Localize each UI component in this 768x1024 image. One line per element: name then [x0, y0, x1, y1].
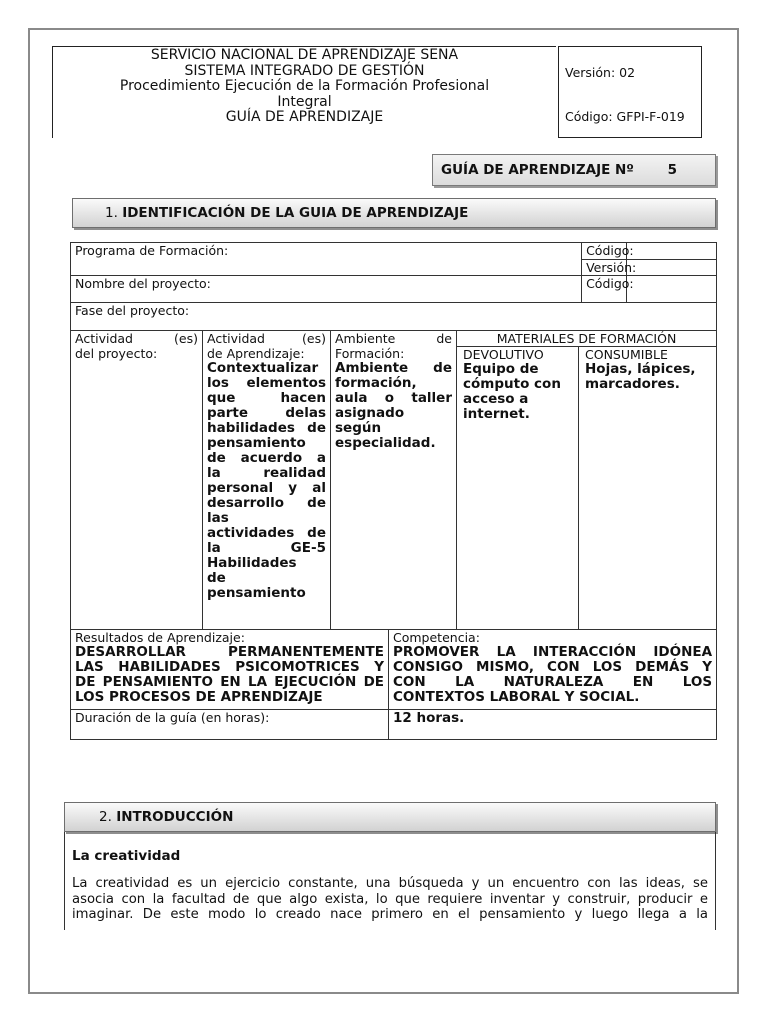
actividad-proyecto-label-1: Actividad (es) — [75, 331, 198, 346]
competencia-line: CONSIGO MISMO, CON LOS DEMÁS Y — [393, 659, 713, 675]
competencia-line: CON LA NATURALEZA EN LOS — [393, 674, 713, 690]
section-2-title: INTRODUCCIÓN — [116, 809, 234, 825]
section-2-number: 2. — [99, 809, 112, 825]
consumible-label: CONSUMIBLE — [585, 347, 668, 362]
ambiente-line: aula o taller — [335, 390, 452, 406]
header-line-4: Integral — [277, 93, 332, 110]
intro-border-left — [64, 832, 65, 930]
act-apr-line: la realidad — [207, 465, 326, 481]
resultados-label: Resultados de Aprendizaje: — [75, 630, 245, 645]
duracion-label-cell — [71, 710, 389, 740]
devolutivo-line: cómputo con — [463, 376, 561, 392]
materiales-label: MATERIALES DE FORMACIÓN — [457, 331, 716, 347]
devolutivo-label: DEVOLUTIVO — [463, 347, 544, 362]
header-code: Código: GFPI-F-019 — [565, 109, 685, 124]
act-apr-line: actividades de — [207, 525, 326, 541]
materiales-cell — [457, 331, 717, 630]
actividad-aprendizaje-label-1: Actividad (es) — [207, 331, 326, 346]
programa-label: Programa de Formación: — [75, 243, 229, 258]
codigo2-value-cell — [627, 276, 717, 303]
consumible-line: marcadores. — [585, 376, 680, 392]
header-meta-block — [558, 46, 702, 138]
intro-line: asocia con la facultad de que algo exista, lo que requiere inventar y construir, producir e — [72, 891, 708, 907]
guide-number-label: GUÍA DE APRENDIZAJE Nº — [441, 162, 634, 178]
resultados-line: LOS PROCESOS DE APRENDIZAJE — [75, 689, 323, 705]
header-line-3: Procedimiento Ejecución de la Formación Profesional — [119, 78, 490, 94]
identification-table — [70, 242, 717, 740]
ambiente-line: asignado — [335, 405, 405, 421]
actividad-proyecto-label-2: del proyecto: — [75, 346, 158, 361]
actividad-aprendizaje-label-2: de Aprendizaje: — [207, 346, 305, 361]
section-1-title: IDENTIFICACIÓN DE LA GUIA DE APRENDIZAJE — [122, 205, 469, 221]
intro-subtitle: La creatividad — [72, 848, 181, 864]
act-apr-line: las — [207, 510, 229, 526]
header-line-5: GUÍA DE APRENDIZAJE — [225, 109, 384, 125]
fase-cell — [71, 303, 717, 331]
version-label: Versión: — [586, 260, 637, 275]
resultados-line: DE PENSAMIENTO EN LA EJECUCIÓN DE — [75, 674, 384, 690]
devolutivo-line: Equipo de — [463, 361, 539, 377]
guide-number-box — [432, 154, 716, 186]
codigo-label-cell — [582, 243, 634, 260]
competencia-label: Competencia: — [393, 630, 480, 645]
devolutivo-line: acceso a — [463, 391, 529, 407]
section-1-header — [72, 198, 716, 228]
programa-cell — [71, 243, 582, 276]
act-apr-line: los elementos — [207, 375, 326, 391]
consumible-column — [579, 347, 716, 629]
act-apr-line: desarrollo de — [207, 495, 326, 511]
section-1-number: 1. — [105, 205, 118, 221]
actividad-proyecto-cell — [71, 331, 203, 630]
section-2-header — [64, 802, 716, 832]
ambiente-line: según — [335, 420, 382, 436]
ambiente-line: Ambiente de — [335, 360, 452, 376]
duracion-label: Duración de la guía (en horas): — [75, 710, 270, 725]
codigo2-label: Código: — [586, 276, 634, 291]
act-apr-line: pensamiento — [207, 585, 306, 601]
devolutivo-column — [457, 347, 579, 629]
intro-line: La creatividad es un ejercicio constante, una búsqueda y un encuentro con las ideas, se — [72, 876, 708, 891]
act-apr-line: que hacen — [207, 390, 326, 406]
act-apr-line: Habilidades — [207, 555, 297, 571]
devolutivo-line: internet. — [463, 406, 530, 422]
ambiente-label-2: Formación: — [335, 346, 405, 361]
header-title-block — [52, 46, 556, 138]
resultados-cell — [71, 630, 389, 710]
proyecto-cell — [71, 276, 582, 303]
fase-label: Fase del proyecto: — [75, 303, 190, 318]
proyecto-label: Nombre del proyecto: — [75, 276, 211, 291]
header-version: Versión: 02 — [565, 65, 636, 80]
act-apr-line: de — [207, 570, 226, 586]
resultados-line: LAS HABILIDADES PSICOMOTRICES Y — [75, 659, 384, 675]
act-apr-line: habilidades de — [207, 420, 326, 436]
competencia-line: PROMOVER LA INTERACCIÓN IDÓNEA — [393, 644, 713, 660]
act-apr-line: de acuerdo a — [207, 450, 326, 466]
competencia-cell — [389, 630, 717, 710]
codigo-label: Código: — [586, 243, 634, 258]
intro-border-right — [715, 832, 716, 930]
version-value-cell — [627, 260, 717, 276]
version-label-cell — [582, 260, 637, 276]
act-apr-line: la GE-5 — [207, 540, 326, 556]
document-header — [52, 46, 702, 138]
header-line-1: SERVICIO NACIONAL DE APRENDIZAJE SENA — [150, 47, 459, 63]
resultados-line: DESARROLLAR PERMANENTEMENTE — [75, 644, 384, 660]
competencia-line: CONTEXTOS LABORAL Y SOCIAL. — [393, 689, 640, 705]
act-apr-line: pensamiento — [207, 435, 306, 451]
ambiente-line: formación, — [335, 375, 417, 391]
duracion-value: 12 horas. — [393, 710, 465, 726]
codigo-value-cell — [627, 243, 717, 260]
act-apr-line: parte delas — [207, 405, 326, 421]
ambiente-line: especialidad. — [335, 435, 436, 451]
codigo2-label-cell — [582, 276, 634, 303]
act-apr-line: personal y al — [207, 480, 326, 496]
duracion-value-cell — [389, 710, 717, 740]
guide-number-value: 5 — [667, 162, 677, 178]
act-apr-line: Contextualizar — [207, 360, 319, 376]
ambiente-label-1: Ambiente de — [335, 331, 452, 346]
ambiente-cell — [331, 331, 457, 630]
consumible-line: Hojas, lápices, — [585, 361, 696, 377]
header-line-2: SISTEMA INTEGRADO DE GESTIÓN — [184, 62, 425, 79]
actividad-aprendizaje-cell — [203, 331, 331, 630]
intro-paragraph — [72, 876, 708, 923]
intro-line: imaginar. De este modo lo creado nace primero en el pensamiento y luego llega a la — [72, 907, 708, 922]
